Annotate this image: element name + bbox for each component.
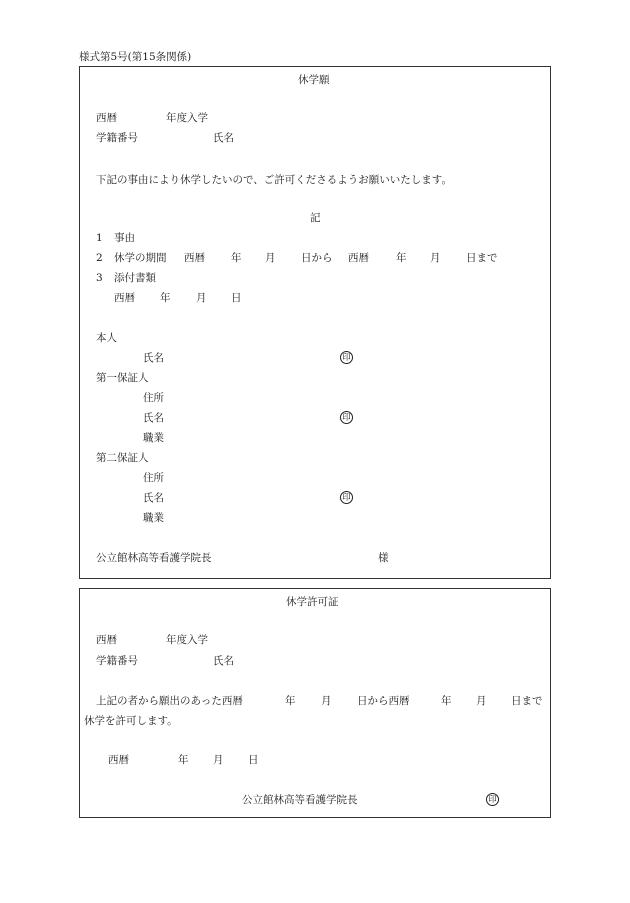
guarantor1-label: 第一保証人 (96, 372, 149, 384)
permit-issuer: 公立館林高等看護学院長 (242, 794, 358, 806)
item1-number: 1 (96, 232, 103, 244)
addressee-honorific: 様 (378, 552, 389, 564)
application-era-label: 西暦 (96, 112, 117, 124)
application-student-number-label: 学籍番号 (96, 132, 138, 144)
permit-student-number-label: 学籍番号 (96, 655, 138, 667)
guarantor2-occupation-label: 職業 (143, 512, 164, 524)
permit-statement-lead: 上記の者から願出のあった西暦 (96, 695, 243, 707)
period-from-era: 西暦 (184, 252, 205, 264)
permit-statement-end: 休学を許可します。 (84, 715, 178, 727)
permit-to-year: 年 (441, 695, 452, 707)
permit-era-label: 西暦 (96, 634, 117, 646)
period-to-day: 日まで (466, 252, 498, 264)
period-from-year: 年 (231, 252, 242, 264)
application-name-label: 氏名 (213, 132, 234, 144)
application-title: 休学願 (298, 74, 330, 86)
item3-label-attachments: 添付書類 (114, 272, 156, 284)
guarantor1-address-label: 住所 (143, 392, 164, 404)
seal-icon: 印 (340, 351, 353, 364)
form-number-label: 様式第5号(第15条関係) (79, 51, 192, 63)
permit-date-year: 年 (178, 754, 189, 766)
item2-label-period: 休学の期間 (114, 252, 167, 264)
application-request-text: 下記の事由により休学したいので、ご許可くださるようお願いいたします。 (96, 174, 452, 186)
application-date-day: 日 (231, 292, 242, 304)
self-name-label: 氏名 (143, 352, 164, 364)
permit-from-day: 日から西暦 (357, 695, 410, 707)
item1-label-reason: 事由 (114, 232, 135, 244)
period-from-month: 月 (265, 252, 276, 264)
permit-date-day: 日 (248, 754, 259, 766)
self-label: 本人 (96, 332, 117, 344)
item2-number: 2 (96, 252, 103, 264)
permit-enrollment-suffix: 年度入学 (166, 634, 208, 646)
period-to-era: 西暦 (348, 252, 369, 264)
item3-number: 3 (96, 272, 103, 284)
period-to-month: 月 (430, 252, 441, 264)
permit-title: 休学許可証 (286, 596, 339, 608)
guarantor1-name-label: 氏名 (143, 412, 164, 424)
guarantor1-occupation-label: 職業 (143, 432, 164, 444)
seal-icon: 印 (340, 411, 353, 424)
guarantor2-address-label: 住所 (143, 472, 164, 484)
application-date-era: 西暦 (114, 292, 135, 304)
permit-to-day: 日まで (511, 695, 543, 707)
application-addressee: 公立館林高等看護学院長 (96, 552, 212, 564)
period-to-year: 年 (396, 252, 407, 264)
seal-icon: 印 (340, 491, 353, 504)
application-date-year: 年 (160, 292, 171, 304)
application-enrollment-suffix: 年度入学 (166, 112, 208, 124)
permit-to-month: 月 (476, 695, 487, 707)
permit-from-year: 年 (285, 695, 296, 707)
permit-date-month: 月 (213, 754, 224, 766)
guarantor2-name-label: 氏名 (143, 492, 164, 504)
seal-icon: 印 (486, 793, 499, 806)
permit-from-month: 月 (321, 695, 332, 707)
permit-name-label: 氏名 (213, 655, 234, 667)
application-date-month: 月 (196, 292, 207, 304)
ki-heading: 記 (310, 212, 321, 224)
period-from-day: 日から (301, 252, 333, 264)
permit-date-era: 西暦 (108, 754, 129, 766)
guarantor2-label: 第二保証人 (96, 452, 149, 464)
